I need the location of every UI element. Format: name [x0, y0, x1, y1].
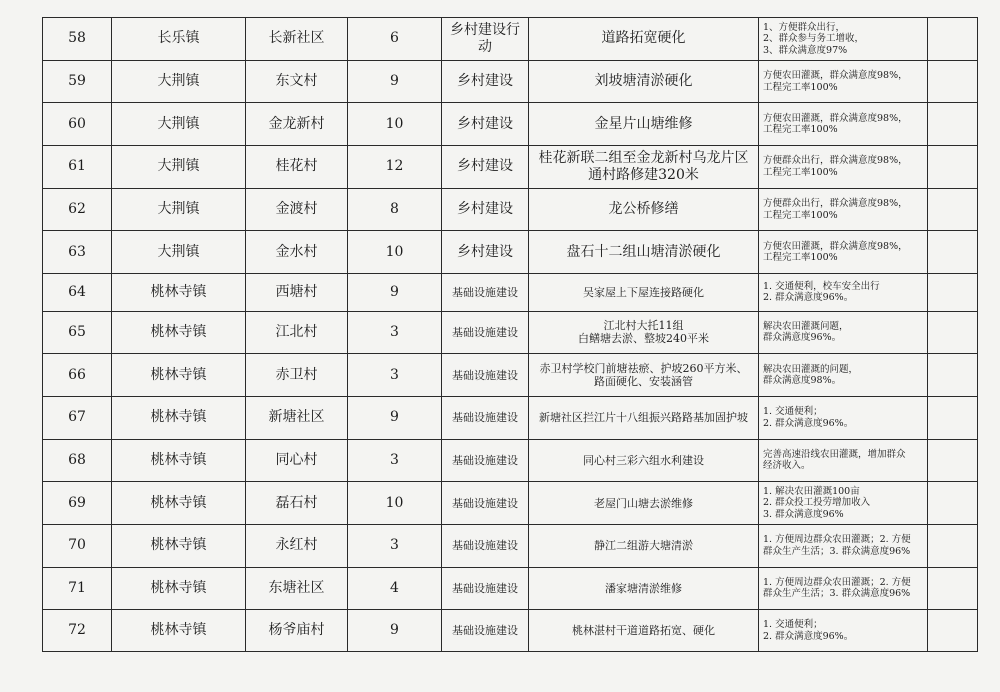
- village-cell: 江北村: [246, 311, 348, 354]
- remark-cell: [928, 188, 978, 231]
- remark-cell: [928, 396, 978, 439]
- type-cell: 基础设施建设: [442, 524, 529, 567]
- type-cell: 乡村建设: [442, 60, 529, 103]
- row-number: 65: [43, 311, 112, 354]
- benefit-cell: 1. 方便周边群众农田灌溉；2. 方便 群众生产生活；3. 群众满意度96%: [759, 524, 928, 567]
- village-cell: 杨爷庙村: [246, 610, 348, 652]
- benefit-cell: 完善高速沿线农田灌溉，增加群众 经济收入。: [759, 439, 928, 482]
- count-cell: 9: [348, 274, 442, 312]
- table-row: [43, 146, 978, 189]
- project-cell: 同心村三彩六组水利建设: [529, 439, 759, 482]
- table-row: [43, 103, 978, 146]
- count-cell: 3: [348, 311, 442, 354]
- remark-cell: [928, 311, 978, 354]
- type-cell: 基础设施建设: [442, 354, 529, 397]
- benefit-cell: 解决农田灌溉的问题， 群众满意度98%。: [759, 354, 928, 397]
- count-cell: 10: [348, 231, 442, 274]
- count-cell: 3: [348, 524, 442, 567]
- row-number: 70: [43, 524, 112, 567]
- village-cell: 东塘社区: [246, 567, 348, 610]
- remark-cell: [928, 610, 978, 652]
- benefit-cell: 方便农田灌溉，群众满意度98%， 工程完工率100%: [759, 60, 928, 103]
- type-cell: 乡村建设: [442, 146, 529, 189]
- row-number: 68: [43, 439, 112, 482]
- benefit-cell: 1. 交通便利； 2. 群众满意度96%。: [759, 396, 928, 439]
- table-row: [43, 231, 978, 274]
- town-cell: 桃林寺镇: [112, 610, 246, 652]
- row-number: 64: [43, 274, 112, 312]
- village-cell: 磊石村: [246, 482, 348, 525]
- count-cell: 9: [348, 60, 442, 103]
- table-row: [43, 610, 978, 652]
- row-number: 69: [43, 482, 112, 525]
- count-cell: 3: [348, 439, 442, 482]
- table-row: [43, 18, 978, 61]
- type-cell: 基础设施建设: [442, 311, 529, 354]
- town-cell: 桃林寺镇: [112, 274, 246, 312]
- town-cell: 大荆镇: [112, 231, 246, 274]
- project-cell: 盘石十二组山塘清淤硬化: [529, 231, 759, 274]
- project-cell: 老屋门山塘去淤维修: [529, 482, 759, 525]
- project-cell: 桂花新联二组至金龙新村乌龙片区 通村路修建320米: [529, 146, 759, 189]
- village-cell: 新塘社区: [246, 396, 348, 439]
- village-cell: 东文村: [246, 60, 348, 103]
- type-cell: 基础设施建设: [442, 610, 529, 652]
- benefit-cell: 方便群众出行，群众满意度98%， 工程完工率100%: [759, 188, 928, 231]
- count-cell: 9: [348, 610, 442, 652]
- count-cell: 6: [348, 18, 442, 61]
- project-cell: 潘家塘清淤维修: [529, 567, 759, 610]
- table-row: [43, 311, 978, 354]
- town-cell: 大荆镇: [112, 146, 246, 189]
- project-cell: 龙公桥修缮: [529, 188, 759, 231]
- row-number: 60: [43, 103, 112, 146]
- row-number: 66: [43, 354, 112, 397]
- remark-cell: [928, 274, 978, 312]
- village-cell: 同心村: [246, 439, 348, 482]
- village-cell: 金龙新村: [246, 103, 348, 146]
- project-cell: 新塘社区拦江片十八组振兴路路基加固护坡: [529, 396, 759, 439]
- project-cell: 桃林湛村干道道路拓宽、硬化: [529, 610, 759, 652]
- type-cell: 基础设施建设: [442, 396, 529, 439]
- row-number: 62: [43, 188, 112, 231]
- project-table: [42, 17, 978, 652]
- village-cell: 赤卫村: [246, 354, 348, 397]
- benefit-cell: 1. 解决农田灌溉100亩 2. 群众投工投劳增加收入 3. 群众满意度96%: [759, 482, 928, 525]
- row-number: 61: [43, 146, 112, 189]
- table-row: [43, 396, 978, 439]
- project-cell: 静江二组游大塘清淤: [529, 524, 759, 567]
- town-cell: 大荆镇: [112, 103, 246, 146]
- table-row: [43, 439, 978, 482]
- town-cell: 桃林寺镇: [112, 396, 246, 439]
- project-cell: 江北村大托11组 白鳝塘去淤、整坡240平米: [529, 311, 759, 354]
- remark-cell: [928, 482, 978, 525]
- remark-cell: [928, 524, 978, 567]
- village-cell: 西塘村: [246, 274, 348, 312]
- remark-cell: [928, 354, 978, 397]
- type-cell: 基础设施建设: [442, 482, 529, 525]
- remark-cell: [928, 231, 978, 274]
- count-cell: 4: [348, 567, 442, 610]
- project-cell: 赤卫村学校门前塘祛瘀、护坡260平方米、 路面硬化、安装涵管: [529, 354, 759, 397]
- benefit-cell: 1、方便群众出行， 2、群众参与务工增收， 3、群众满意度97%: [759, 18, 928, 61]
- type-cell: 基础设施建设: [442, 567, 529, 610]
- type-cell: 乡村建设: [442, 103, 529, 146]
- project-cell: 道路拓宽硬化: [529, 18, 759, 61]
- project-cell: 刘坡塘清淤硬化: [529, 60, 759, 103]
- project-cell: 吴家屋上下屋连接路硬化: [529, 274, 759, 312]
- village-cell: 金水村: [246, 231, 348, 274]
- table-row: [43, 188, 978, 231]
- town-cell: 大荆镇: [112, 188, 246, 231]
- type-cell: 乡村建设: [442, 188, 529, 231]
- count-cell: 10: [348, 482, 442, 525]
- remark-cell: [928, 146, 978, 189]
- town-cell: 大荆镇: [112, 60, 246, 103]
- remark-cell: [928, 60, 978, 103]
- remark-cell: [928, 567, 978, 610]
- benefit-cell: 1. 交通便利； 2. 群众满意度96%。: [759, 610, 928, 652]
- town-cell: 桃林寺镇: [112, 482, 246, 525]
- benefit-cell: 1. 交通便利，校车安全出行 2. 群众满意度96%。: [759, 274, 928, 312]
- type-cell: 基础设施建设: [442, 439, 529, 482]
- town-cell: 桃林寺镇: [112, 354, 246, 397]
- count-cell: 10: [348, 103, 442, 146]
- remark-cell: [928, 18, 978, 61]
- benefit-cell: 1. 方便周边群众农田灌溉；2. 方便 群众生产生活；3. 群众满意度96%: [759, 567, 928, 610]
- row-number: 58: [43, 18, 112, 61]
- row-number: 67: [43, 396, 112, 439]
- count-cell: 3: [348, 354, 442, 397]
- type-cell: 基础设施建设: [442, 274, 529, 312]
- type-cell: 乡村建设行 动: [442, 18, 529, 61]
- benefit-cell: 方便农田灌溉，群众满意度98%， 工程完工率100%: [759, 103, 928, 146]
- row-number: 72: [43, 610, 112, 652]
- row-number: 71: [43, 567, 112, 610]
- town-cell: 桃林寺镇: [112, 311, 246, 354]
- remark-cell: [928, 103, 978, 146]
- table-row: [43, 274, 978, 312]
- project-cell: 金星片山塘维修: [529, 103, 759, 146]
- count-cell: 9: [348, 396, 442, 439]
- table-row: [43, 482, 978, 525]
- village-cell: 永红村: [246, 524, 348, 567]
- row-number: 63: [43, 231, 112, 274]
- town-cell: 桃林寺镇: [112, 567, 246, 610]
- table-body: [43, 18, 978, 652]
- town-cell: 长乐镇: [112, 18, 246, 61]
- table-row: [43, 354, 978, 397]
- benefit-cell: 解决农田灌溉问题， 群众满意度96%。: [759, 311, 928, 354]
- table-row: [43, 60, 978, 103]
- table-row: [43, 524, 978, 567]
- count-cell: 12: [348, 146, 442, 189]
- village-cell: 金渡村: [246, 188, 348, 231]
- table-row: [43, 567, 978, 610]
- benefit-cell: 方便农田灌溉，群众满意度98%， 工程完工率100%: [759, 231, 928, 274]
- village-cell: 桂花村: [246, 146, 348, 189]
- town-cell: 桃林寺镇: [112, 524, 246, 567]
- row-number: 59: [43, 60, 112, 103]
- type-cell: 乡村建设: [442, 231, 529, 274]
- village-cell: 长新社区: [246, 18, 348, 61]
- count-cell: 8: [348, 188, 442, 231]
- town-cell: 桃林寺镇: [112, 439, 246, 482]
- remark-cell: [928, 439, 978, 482]
- benefit-cell: 方便群众出行，群众满意度98%， 工程完工率100%: [759, 146, 928, 189]
